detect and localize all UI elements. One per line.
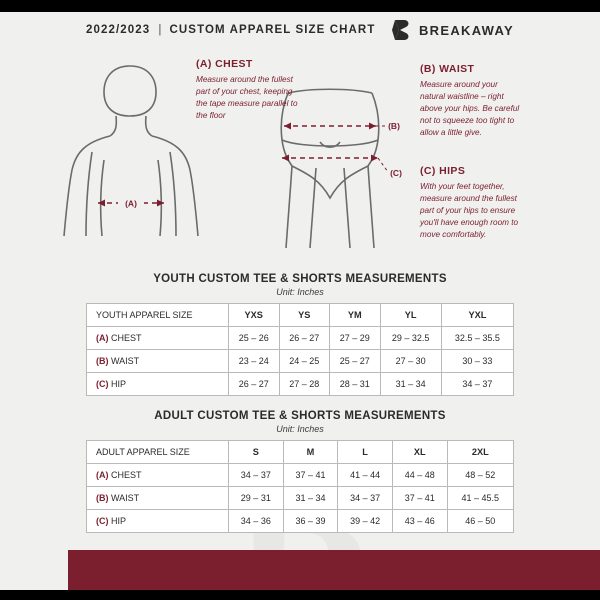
adult-col-3: XL bbox=[392, 441, 447, 464]
waist-measure-line bbox=[284, 123, 376, 130]
hip-measure-line bbox=[282, 155, 378, 162]
youth-col-2: YM bbox=[330, 304, 381, 327]
callout-hips bbox=[420, 165, 524, 240]
youth-table-unit: Unit: Inches bbox=[276, 287, 324, 297]
callout-waist-body: Measure around your natural waistline – right above your hips. Be careful not to squeeze too tight to allow a little give. bbox=[420, 80, 520, 137]
youth-col-1: YS bbox=[279, 304, 330, 327]
youth-col-4: YXL bbox=[441, 304, 513, 327]
breakaway-b-icon bbox=[392, 18, 412, 42]
table-row bbox=[87, 487, 514, 510]
adult-cell-2-2: 39 – 42 bbox=[338, 510, 393, 533]
adult-table-block bbox=[86, 410, 514, 533]
youth-cell-0-0: 25 – 26 bbox=[229, 327, 280, 350]
youth-col-0: YXS bbox=[229, 304, 280, 327]
callout-waist bbox=[420, 63, 524, 138]
adult-row-label-0: (A) CHEST bbox=[87, 464, 229, 487]
table-row bbox=[87, 327, 514, 350]
adult-table-title: ADULT CUSTOM TEE & SHORTS MEASUREMENTS bbox=[154, 410, 446, 422]
youth-cell-1-2: 25 – 27 bbox=[330, 350, 381, 373]
youth-cell-1-4: 30 – 33 bbox=[441, 350, 513, 373]
adult-cell-1-1: 31 – 34 bbox=[283, 487, 338, 510]
youth-cell-1-0: 23 – 24 bbox=[229, 350, 280, 373]
adult-cell-1-4: 41 – 45.5 bbox=[447, 487, 513, 510]
youth-cell-2-1: 27 – 28 bbox=[279, 373, 330, 396]
table-row bbox=[87, 464, 514, 487]
youth-cell-0-1: 26 – 27 bbox=[279, 327, 330, 350]
callout-waist-title: (B) WAIST bbox=[420, 63, 475, 75]
callout-chest-body: Measure around the fullest part of your chest, keeping the tape measure parallel to the floor bbox=[196, 75, 298, 120]
adult-cell-2-3: 43 – 46 bbox=[392, 510, 447, 533]
brand-logo bbox=[392, 18, 514, 42]
brand-name: BREAKAWAY bbox=[418, 22, 514, 38]
adult-cell-1-0: 29 – 31 bbox=[229, 487, 284, 510]
youth-row-header: YOUTH APPAREL SIZE bbox=[87, 304, 229, 327]
page-header bbox=[0, 12, 600, 48]
callout-hips-title: (C) HIPS bbox=[420, 165, 466, 177]
adult-col-1: M bbox=[283, 441, 338, 464]
youth-cell-0-4: 32.5 – 35.5 bbox=[441, 327, 513, 350]
youth-size-table bbox=[86, 303, 514, 396]
youth-col-3: YL bbox=[380, 304, 441, 327]
footer-accent-bar bbox=[68, 550, 600, 590]
adult-table-unit: Unit: Inches bbox=[276, 424, 324, 434]
adult-cell-0-3: 44 – 48 bbox=[392, 464, 447, 487]
adult-cell-1-2: 34 – 37 bbox=[338, 487, 393, 510]
chest-label: (A) bbox=[125, 198, 137, 209]
callout-chest-title: (A) CHEST bbox=[196, 58, 253, 70]
adult-cell-0-4: 48 – 52 bbox=[447, 464, 513, 487]
table-header-row bbox=[87, 441, 514, 464]
adult-cell-2-4: 46 – 50 bbox=[447, 510, 513, 533]
youth-cell-2-4: 34 – 37 bbox=[441, 373, 513, 396]
adult-cell-1-3: 37 – 41 bbox=[392, 487, 447, 510]
youth-cell-2-0: 26 – 27 bbox=[229, 373, 280, 396]
youth-row-label-0: (A) CHEST bbox=[87, 327, 229, 350]
waist-label: (B) bbox=[388, 121, 400, 131]
adult-col-2: L bbox=[338, 441, 393, 464]
adult-row-label-1: (B) WAIST bbox=[87, 487, 229, 510]
adult-row-label-2: (C) HIP bbox=[87, 510, 229, 533]
header-year: 2022/2023 bbox=[86, 24, 151, 36]
youth-cell-1-1: 24 – 25 bbox=[279, 350, 330, 373]
adult-cell-0-0: 34 – 37 bbox=[229, 464, 284, 487]
youth-row-label-2: (C) HIP bbox=[87, 373, 229, 396]
youth-row-label-1: (B) WAIST bbox=[87, 350, 229, 373]
header-separator: | bbox=[158, 24, 162, 36]
adult-col-4: 2XL bbox=[447, 441, 513, 464]
youth-cell-0-3: 29 – 32.5 bbox=[380, 327, 441, 350]
youth-cell-2-2: 28 – 31 bbox=[330, 373, 381, 396]
bottom-black-bar bbox=[0, 590, 600, 600]
youth-cell-0-2: 27 – 29 bbox=[330, 327, 381, 350]
adult-cell-0-1: 37 – 41 bbox=[283, 464, 338, 487]
hip-label: (C) bbox=[390, 168, 402, 178]
footer-left-gap bbox=[0, 550, 68, 590]
adult-cell-0-2: 41 – 44 bbox=[338, 464, 393, 487]
youth-table-block bbox=[86, 273, 514, 396]
table-row bbox=[87, 510, 514, 533]
adult-col-0: S bbox=[229, 441, 284, 464]
table-row bbox=[87, 350, 514, 373]
adult-cell-2-1: 36 – 39 bbox=[283, 510, 338, 533]
top-black-bar bbox=[0, 0, 600, 12]
youth-cell-2-3: 31 – 34 bbox=[380, 373, 441, 396]
page-title: CUSTOM APPAREL SIZE CHART bbox=[169, 24, 376, 36]
body-measurement-diagram bbox=[0, 48, 600, 273]
youth-cell-1-3: 27 – 30 bbox=[380, 350, 441, 373]
table-header-row bbox=[87, 304, 514, 327]
table-row bbox=[87, 373, 514, 396]
youth-table-title: YOUTH CUSTOM TEE & SHORTS MEASUREMENTS bbox=[153, 273, 447, 285]
callout-hips-body: With your feet together, measure around the fullest part of your hips to ensure you'll have enough room to move comfortably. bbox=[420, 182, 519, 239]
adult-cell-2-0: 34 – 36 bbox=[229, 510, 284, 533]
adult-size-table bbox=[86, 440, 514, 533]
adult-row-header: ADULT APPAREL SIZE bbox=[87, 441, 229, 464]
callout-chest bbox=[196, 58, 306, 122]
